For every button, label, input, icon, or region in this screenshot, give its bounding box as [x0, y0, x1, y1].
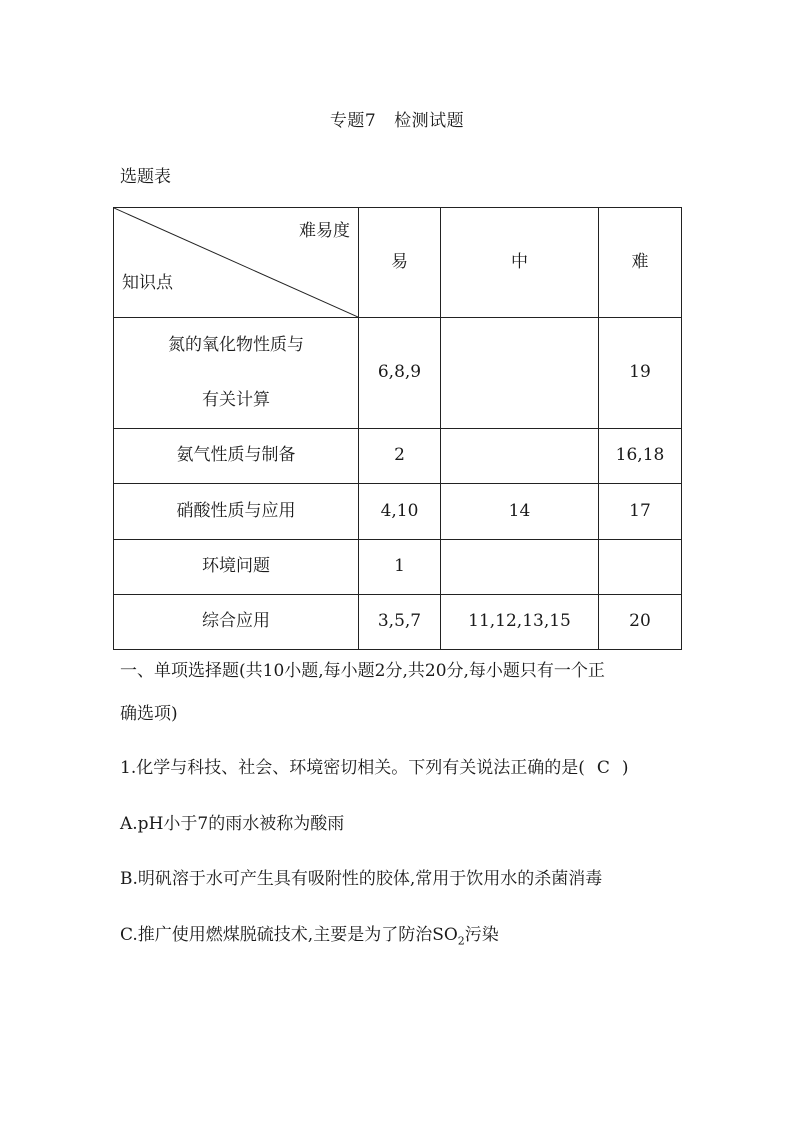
selection-table	[113, 207, 682, 650]
row-hard: 17	[599, 484, 682, 540]
table-row	[114, 484, 682, 540]
row-easy: 3,5,7	[359, 595, 441, 650]
row-easy: 6,8,9	[359, 318, 441, 429]
row-topic: 氨气性质与制备	[114, 429, 359, 484]
header-difficulty-label: 难易度	[299, 221, 350, 241]
option-a: A.pH小于7的雨水被称为酸雨	[120, 814, 345, 834]
column-header-easy: 易	[359, 208, 441, 318]
answer-mark: C	[596, 758, 610, 778]
row-medium: 14	[441, 484, 599, 540]
row-hard: 20	[599, 595, 682, 650]
row-topic: 综合应用	[114, 595, 359, 650]
section-heading: 一、单项选择题(共10小题,每小题2分,共20分,每小题只有一个正	[120, 661, 605, 681]
row-medium	[441, 429, 599, 484]
row-medium	[441, 318, 599, 429]
option-c-suffix: 污染	[464, 925, 499, 945]
title-subtitle: 检测试题	[394, 111, 465, 131]
row-easy: 1	[359, 540, 441, 595]
title-topic: 专题7	[329, 111, 377, 131]
table-header-row	[114, 208, 682, 318]
table-row	[114, 540, 682, 595]
row-hard: 16,18	[599, 429, 682, 484]
header-topic-label: 知识点	[122, 272, 173, 293]
section-heading-continued: 确选项)	[120, 704, 178, 724]
question-text: 1.化学与科技、社会、环境密切相关。下列有关说法正确的是(	[120, 758, 585, 778]
column-header-hard: 难	[599, 208, 682, 318]
row-topic-line: 氮的氧化物性质与	[168, 335, 304, 355]
column-header-medium: 中	[441, 208, 599, 318]
row-topic	[114, 318, 359, 429]
option-b: B.明矾溶于水可产生具有吸附性的胶体,常用于饮用水的杀菌消毒	[120, 869, 603, 889]
table-row	[114, 318, 682, 429]
question-close: )	[621, 758, 629, 778]
option-c-subscript: 2	[457, 934, 465, 948]
row-topic: 硝酸性质与应用	[114, 484, 359, 540]
question-stem	[120, 754, 629, 782]
row-easy: 2	[359, 429, 441, 484]
row-hard: 19	[599, 318, 682, 429]
table-row	[114, 595, 682, 650]
row-medium	[441, 540, 599, 595]
row-medium: 11,12,13,15	[441, 595, 599, 650]
diagonal-header-cell	[114, 208, 359, 318]
row-topic: 环境问题	[114, 540, 359, 595]
table-row	[114, 429, 682, 484]
row-hard	[599, 540, 682, 595]
option-c	[120, 921, 499, 955]
section-label: 选题表	[120, 167, 171, 187]
page-title	[0, 106, 794, 131]
row-easy: 4,10	[359, 484, 441, 540]
option-c-text: C.推广使用燃煤脱硫技术,主要是为了防治SO	[120, 925, 458, 945]
row-topic-line: 有关计算	[202, 390, 270, 410]
